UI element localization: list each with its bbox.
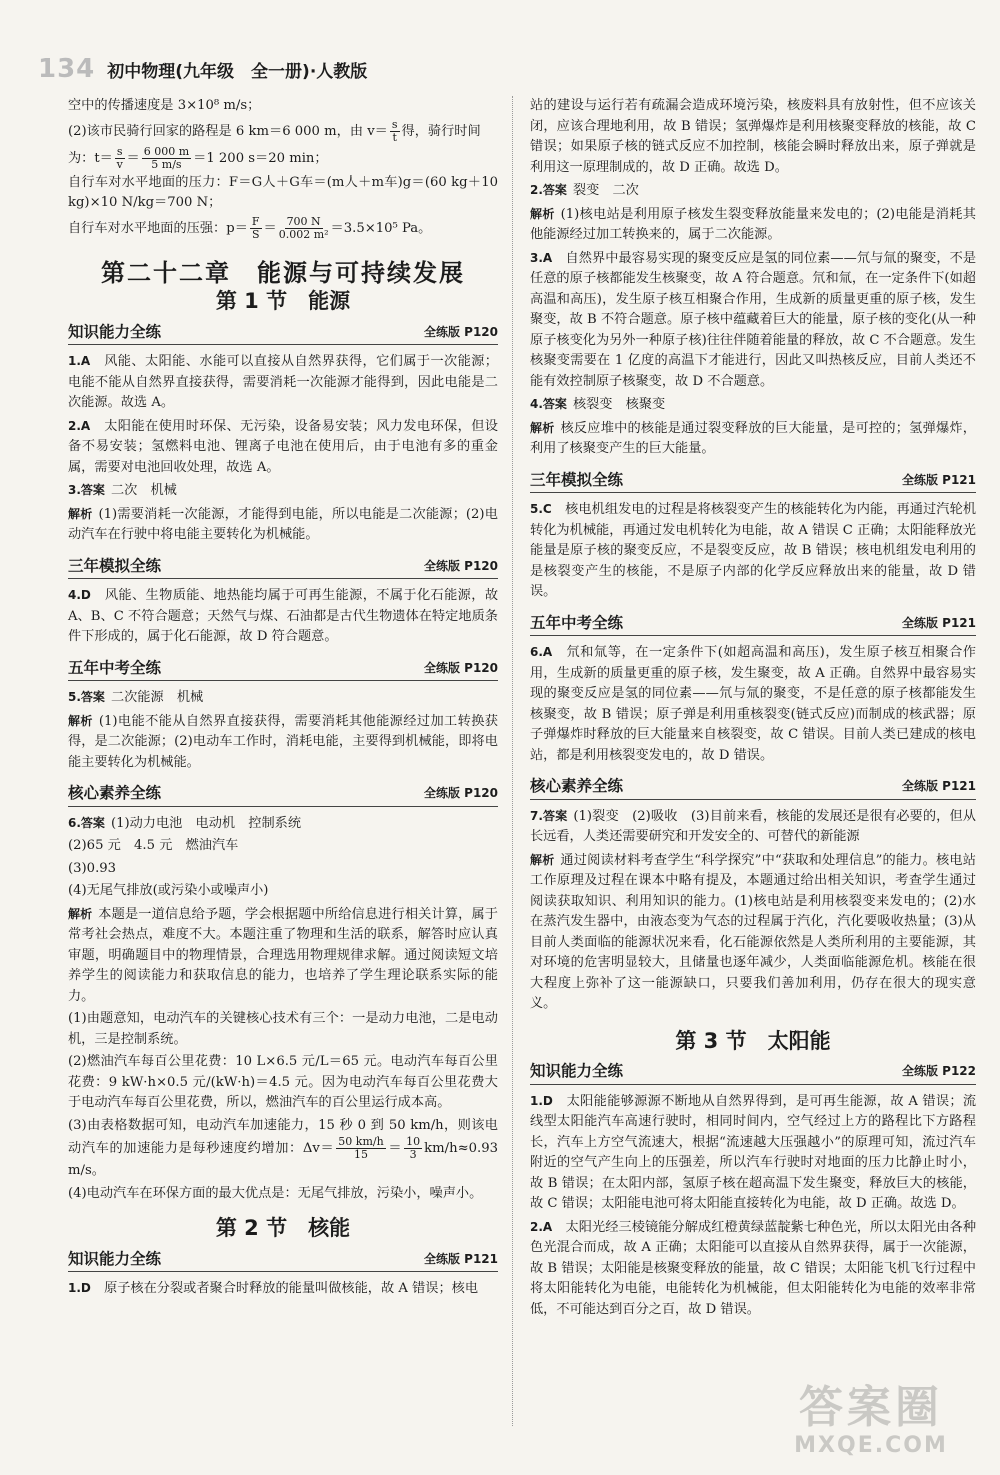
answer-text: 原子核在分裂或者聚合时释放的能量叫做核能，故 A 错误；核电: [104, 1281, 479, 1296]
exercise-bar: [530, 470, 976, 494]
bar-page-ref: 全练版 P121: [901, 472, 976, 487]
text-span: (3)由表格数据可知，电动汽车加速能力，15 秒 0 到 50 km/h，则该电动汽车的加速能力是每秒速度约增加：Δv＝: [68, 1117, 498, 1156]
question-number: 7.: [530, 808, 543, 823]
bar-title: 三年模拟全练: [530, 470, 624, 489]
answer-text: 风能、太阳能、水能可以直接从自然界获得，它们属于一次能源；电能不能从自然界直接获得，需要消耗一次能源才能得到，因此电能是二次能源。故选 A。: [68, 354, 498, 410]
text-span: 自行车对水平地面的压强：p＝: [68, 220, 248, 236]
denominator: 15: [353, 1148, 368, 1161]
section-title: 第 2 节 核能: [215, 1216, 351, 1240]
page-header: [38, 52, 538, 86]
exercise-bar: [530, 613, 976, 637]
text-span: km/h≈0.93 m/s。: [68, 1141, 498, 1178]
question-number: 1.D: [530, 1093, 553, 1108]
numerator: 6 000 m: [143, 144, 190, 158]
bar-title: 五年中考全练: [68, 658, 162, 677]
intro-line: 自行车对水平地面的压力：F＝G人＋G车＝(m人＋m车)g＝(60 kg＋10 kg)×10 N/kg＝700 N；: [68, 174, 498, 210]
explanation-tag: 解析: [530, 852, 555, 867]
intro-line: [68, 119, 498, 144]
denominator: 0.002 m²: [278, 227, 329, 241]
explanation-tag: 解析: [68, 713, 93, 728]
numerator: 10: [406, 1135, 421, 1148]
explanation-text: (1)电能不能从自然界直接获得，需要消耗其他能源经过加工转换获得，是二次能源；(2)电动车工作时，消耗电能，主要得到机械能，即将电能主要转化为机械能。: [68, 713, 498, 770]
denominator: t: [392, 130, 397, 144]
explanation-text: 本题是一道信息给予题，学会根据题中所给信息进行相关计算，属于常考社会热点，难度不大。本题注重了物理和生活的联系，解答时应认真审题，明确题目中的物理情景，合理选用物理规律求解。通过阅读短文培养学生的阅读能力和获取信息的能力，也培养了学生理论联系实际的能力。: [68, 906, 498, 1004]
fraction: [115, 146, 125, 171]
bar-title: 核心素养全练: [530, 777, 624, 795]
bar-title: 知识能力全练: [68, 322, 162, 341]
answer-item: [68, 351, 498, 414]
exercise-bar: [530, 1061, 976, 1085]
numerator: 50 km/h: [338, 1135, 384, 1148]
bar-title: 知识能力全练: [68, 1249, 162, 1268]
denominator: 3: [409, 1148, 417, 1161]
right-column: [530, 96, 976, 1322]
bar-title: 知识能力全练: [530, 1062, 624, 1080]
answer-item: [68, 1278, 498, 1300]
answer-item: [530, 642, 976, 766]
chapter-title: 第二十二章 能源与可持续发展: [101, 258, 465, 287]
fraction: [142, 146, 191, 171]
answer-item: [68, 416, 498, 479]
text-span: ＝3.5×10⁵ Pa。: [330, 220, 432, 236]
site-watermark: [756, 1383, 986, 1463]
explanation-tag: 解析: [530, 206, 555, 221]
answer-item: [530, 806, 976, 848]
question-number: 4.: [530, 397, 543, 411]
explanation: [530, 204, 976, 246]
denominator: v: [116, 157, 123, 171]
explanation-text: 核反应堆中的核能是通过裂变释放的巨大能量，是可控的；氢弹爆炸，利用了核聚变产生的巨大能量。: [530, 420, 976, 456]
column-divider: [512, 96, 514, 1426]
question-number: 2.A: [68, 418, 91, 433]
question-number: 1.D: [68, 1281, 91, 1295]
exercise-bar: [68, 556, 498, 580]
answer-text: 太阳光经三棱镜能分解成红橙黄绿蓝靛紫七种色光，所以太阳光由各种色光混合而成，故 A 正确；太阳能可以直接从自然界获得，属于一次能源，故 B 错误；太阳能是核聚变释放的能量，故 C 错误；太阳能飞机飞行过程中将太阳能转化为电能，电能转化为机械能，但太阳能转化为电能的效率非常低，不可能达到百分之百，故 D 错误。: [530, 1219, 977, 1317]
explanation: [68, 904, 498, 1008]
text-span: 为：t＝: [68, 150, 113, 166]
numerator: F: [251, 214, 260, 228]
text-span: 得，骑行时间: [401, 123, 481, 139]
explanation-line: [68, 1116, 498, 1182]
watermark-url: MXQE.COM: [794, 1433, 948, 1458]
intro-line: [68, 216, 498, 241]
exercise-bar: [68, 322, 498, 346]
answer-text: (1)动力电池 电动机 控制系统: [110, 815, 302, 831]
answer-continuation: 站的建设与运行若有疏漏会造成环境污染，核废料具有放射性，但不应该关闭，应该合理地利用，故 B 错误；氢弹爆炸是利用核聚变释放的核能，故 C 错误；如果原子核的链式反应不加控制，核能会瞬时释放出来，原子弹就是利用这一原理制成的，故 D 正确。故选 D。: [530, 98, 976, 175]
fraction: [250, 216, 262, 241]
left-column: [68, 96, 498, 1302]
answer-line: (2)65 元 4.5 元 燃油汽车: [68, 838, 239, 853]
intro-line: [68, 146, 498, 171]
answer-text: 自然界中最容易实现的聚变反应是氢的同位素——氘与氚的聚变，不是任意的原子核都能发生核聚变，故 A 符合题意。氘和氚，在一定条件下(如超高温和高压)，发生原子核互相聚合作用，生成新的质量更重的原子核，发生聚变，故 B 不符合题意。原子核中蕴藏着巨大的能量，原子核的变化(从一种原子核变化为另外一种原子核)往往伴随着能量的释放，故 C 不合题意。发生核聚变需要在 1 亿度的高温下才能进行，因此又叫热核反应，目前人类还不能有效控制原子核聚变，故 D 不合题意。: [530, 250, 977, 389]
bar-page-ref: 全练版 P120: [423, 660, 498, 675]
bar-page-ref: 全练版 P121: [901, 779, 976, 793]
fraction: [390, 119, 400, 144]
bar-title: 五年中考全练: [530, 613, 624, 632]
question-number: 2.A: [530, 1219, 553, 1234]
bar-page-ref: 全练版 P120: [423, 324, 498, 339]
explanation-tag: 解析: [68, 506, 93, 521]
page-number: 134: [38, 54, 96, 84]
explanation-text: (1)核电站是利用原子核发生裂变释放能量来发电的；(2)电能是消耗其他能源经过加工转换来的，属于二次能源。: [530, 206, 976, 242]
explanation: [68, 504, 498, 546]
explanation: [530, 850, 976, 1015]
answer-tag: 答案: [542, 397, 567, 411]
answer-tag: 答案: [542, 183, 567, 197]
answer-item: [530, 248, 976, 393]
numerator: s: [116, 144, 123, 158]
question-number: 3.A: [530, 250, 553, 265]
explanation-line: (1)由题意知，电动汽车的关键核心技术有三个：一是动力电池，二是电动机，三是控制系统。: [68, 1011, 498, 1047]
numerator: 700 N: [286, 214, 321, 228]
answer-text: 太阳能在使用时环保、无污染，设备易安装；风力发电环保，但设备不易安装；氢燃料电池、锂离子电池在使用后，由于电池有多的重金属，需要对电池回收处理，故选 A。: [68, 418, 498, 475]
explanation-tag: 解析: [68, 906, 93, 921]
intro-line: 空中的传播速度是 3×10⁸ m/s；: [68, 98, 261, 113]
explanation: [530, 418, 976, 460]
bar-page-ref: 全练版 P121: [901, 615, 976, 630]
question-number: 2.: [530, 183, 543, 197]
answer-text: 裂变 二次: [572, 183, 639, 198]
text-span: ＝: [263, 220, 277, 236]
denominator: S: [251, 227, 260, 241]
answer-text: 核电机组发电的过程是将核裂变产生的核能转化为内能，再通过汽轮机转化为机械能，再通过发电机转化为电能，故 A 错误 C 正确；太阳能释放光能量是原子核的聚变反应，不是裂变反应，故 B 错误；核电机组发电利用的是核裂变产生的核能，不是原子内部的化学反应释放出来的能量，故 D 错误。: [530, 502, 977, 599]
fraction: [336, 1136, 385, 1161]
question-number: 4.D: [68, 588, 91, 602]
explanation-line: (2)燃油汽车每百公里花费：10 L×6.5 元/L＝65 元。电动汽车每百公里花费：9 kW·h×0.5 元/(kW·h)＝4.5 元。因为电动汽车每百公里花费大于电动汽车每百公里花费，所以，燃油汽车的百公里运行成本高。: [68, 1054, 498, 1110]
answer-item: [68, 687, 498, 709]
text-span: ＝1 200 s＝20 min；: [193, 150, 328, 166]
text-span: (2)该市民骑行回家的路程是 6 km＝6 000 m，由 v＝: [68, 123, 388, 139]
answer-tag: 答案: [80, 815, 105, 830]
question-number: 5.: [68, 690, 81, 704]
explanation-text: 通过阅读材料考查学生“科学探究”中“获取和处理信息”的能力。核电站工作原理及过程在课本中略有提及，本题通过给出相关知识，考查学生通过阅读获取知识、利用知识的能力。(1)核电站是利用核裂变来发电的；(2)水在蒸汽发生器中，由液态变为气态的过程属于汽化，汽化要吸收热量；(3)从目前人类面临的能源状况来看，化石能源依然是人类所利用的主要能源，其对环境的危害明显较大，且储量也逐年减少，人类面临能源危机。核能在很大程度上弥补了这一能源缺口，只要我们善加利用，仍存在很大的现实意义。: [530, 852, 976, 1011]
question-number: 1.A: [68, 354, 91, 368]
answer-line: (4)无尾气排放(或污染小或噪声小): [68, 883, 269, 898]
question-number: 6.: [68, 815, 81, 830]
exercise-bar: [68, 1249, 498, 1273]
answer-text: 二次 机械: [110, 483, 177, 498]
fraction: [404, 1136, 422, 1161]
question-number: 6.A: [530, 645, 553, 659]
answer-item: [68, 585, 498, 648]
explanation-tag: 解析: [530, 420, 555, 435]
answer-item: [68, 480, 498, 502]
answer-text: 核裂变 核聚变: [572, 397, 666, 412]
answer-line: (3)0.93: [68, 860, 117, 876]
bar-page-ref: 全练版 P122: [901, 1064, 976, 1078]
answer-item: [530, 1091, 976, 1215]
question-number: 5.C: [530, 502, 552, 516]
question-number: 3.: [68, 483, 81, 497]
answer-item: [530, 394, 976, 416]
answer-item: [530, 499, 976, 603]
bar-title: 核心素养全练: [68, 784, 162, 802]
exercise-bar: [530, 776, 976, 800]
bar-page-ref: 全练版 P120: [423, 558, 498, 573]
answer-text: 风能、生物质能、地热能均属于可再生能源，不属于化石能源，故 A、B、C 不符合题意；天然气与煤、石油都是古代生物遗体在特定地质条件下形成的，属于化石能源，故 D 符合题意。: [68, 588, 499, 644]
answer-text: (1)裂变 (2)吸收 (3)目前来看，核能的发展还是很有必要的，但从长远看，人类还需要研究和开发安全的、可替代的新能源: [530, 808, 976, 844]
explanation: [68, 711, 498, 774]
section-title: 第 1 节 能源: [215, 289, 351, 313]
answer-tag: 答案: [80, 690, 105, 704]
answer-text: 二次能源 机械: [110, 690, 204, 705]
exercise-bar: [68, 658, 498, 682]
exercise-bar: [68, 783, 498, 807]
answer-item: [68, 813, 498, 835]
numerator: s: [391, 117, 398, 131]
fraction: [279, 216, 329, 241]
answer-text: 氘和氚等，在一定条件下(如超高温和高压)，发生原子核互相聚合作用，生成新的质量更重的原子核，发生聚变，故 A 正确。自然界中最容易实现的聚变反应是氢的同位素——氘与氚的聚变，不是任意的原子核都能发生核聚变，故 B 错误；原子弹是利用重核裂变(链式反应)而制成的核武器；原子弹爆炸时释放的巨大能量来自核裂变，故 C 错误。目前人类已建成的核电站，都是利用核裂变发电的，故 D 错误。: [530, 645, 976, 763]
bar-title: 三年模拟全练: [68, 556, 162, 575]
bar-page-ref: 全练版 P120: [423, 786, 498, 800]
answer-item: [530, 180, 976, 202]
watermark-logo-text: 答案圈: [799, 1382, 943, 1433]
bar-page-ref: 全练版 P121: [423, 1251, 498, 1266]
explanation-text: (1)需要消耗一次能源，才能得到电能，所以电能是二次能源；(2)电动汽车在行驶中将电能主要转化为机械能。: [68, 506, 498, 542]
explanation-line: (4)电动汽车在环保方面的最大优点是：无尾气排放，污染小，噪声小。: [68, 1185, 483, 1201]
section-title: 第 3 节 太阳能: [675, 1028, 831, 1053]
answer-text: 太阳能能够源源不断地从自然界得到，是可再生能源，故 A 错误；流线型太阳能汽车高速行驶时，相同时间内，空气经过上方的路程比下方路程长，汽车上方空气流速大，根据“流速越大压强越小”的原理可知，流过汽车附近的空气产生向上的压强差，所以汽车行驶时对地面的压力比静止时小，故 B 错误；在太阳内部，氢原子核在超高温下发生聚变，释放巨大的核能，故 C 错误；太阳能电池可将太阳能直接转化为电能，故 D 正确。故选 D。: [530, 1093, 977, 1211]
text-span: ＝: [387, 1141, 403, 1156]
answer-tag: 答案: [542, 808, 568, 823]
answer-item: [530, 1217, 976, 1321]
book-title: 初中物理(九年级 全一册)·人教版: [107, 61, 368, 82]
denominator: 5 m/s: [151, 157, 182, 171]
text-span: ＝: [126, 150, 140, 166]
answer-tag: 答案: [80, 483, 105, 497]
